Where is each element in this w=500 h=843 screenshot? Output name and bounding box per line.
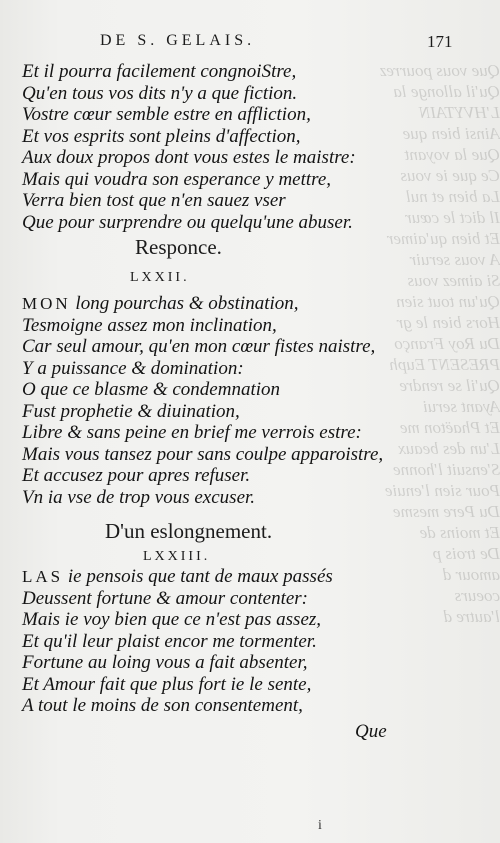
verse-line [22, 293, 352, 315]
poem-title: Responce. [135, 235, 222, 259]
poem-responce [22, 293, 384, 508]
verse-line: Que pour surprendre ou quelqu'une abuser. [22, 211, 353, 233]
verse-line: A tout le moins de son consentement, [22, 695, 303, 716]
first-line-text: ie pensois que tant de maux passés [63, 566, 333, 587]
verse-line: Fust prophetie & diuination, [22, 400, 240, 422]
verse-line: Mais qui voudra son esperance y mettre, [22, 168, 332, 190]
verse-line: Verra bien tost que n'en sauez vser [22, 190, 286, 211]
verse-line: Qu'en tous vos dits n'y a que fiction. [22, 82, 298, 104]
verse-line: Et qu'il leur plaist encor me tormenter. [22, 630, 317, 652]
poem-eslongnement [22, 566, 352, 717]
page-number: 171 [427, 32, 453, 51]
poem-number: LXXIII. [143, 549, 211, 564]
first-line-text: long pourchas & obstination, [70, 293, 299, 314]
verse-line: Vostre cœur semble estre en affliction, [22, 104, 311, 125]
verse-line: Et accusez pour apres refuser. [22, 465, 251, 486]
verse-line: Car seul amour, qu'en mon cœur fistes naistre, [22, 336, 376, 357]
bleed-through-text: Que vous pourrez Qu'il allonge la L'HVYTAIN Ainsi bien que Que la voyant Ce que ie vous La bien et nul Il dict le cœur Et bien qu'aimer A vous seruir Si aimez vous Qu'un tout sien Hors bien le gr Du Roy Franço PRESENT Euph Qu'il se rendre Ayant serui Et Phaëton me L'un des beaux S'ensuit l'honne Pour sien l'enuie Du Pere mesme Et moins de De trois p amour d coeurs l'autre d [379, 61, 500, 626]
stanza-continued [22, 61, 356, 233]
initial-word: LAS [22, 567, 64, 586]
verse-line: Tesmoigne assez mon inclination, [22, 314, 277, 336]
verse-line: Et Amour fait que plus fort ie le sente, [22, 673, 312, 695]
verse-line: Fortune au loing vous a fait absenter, [22, 652, 308, 673]
verse-line: Et vos esprits sont pleins d'affection, [22, 125, 301, 147]
poem-number: LXXII. [130, 270, 190, 285]
poem-title: D'un eslongnement. [105, 519, 273, 543]
verse-line [22, 566, 352, 588]
verse-line: Et il pourra facilement congnoiStre, [22, 61, 297, 82]
running-title: DE S. GELAIS. [100, 32, 256, 49]
catchword: Que [355, 721, 387, 742]
verse-line: Aux doux propos dont vous estes le maistre: [22, 147, 356, 168]
initial-word: MON [22, 294, 71, 313]
footer-mark: i [318, 818, 322, 833]
verse-line: Mais ie voy bien que ce n'est pas assez, [22, 609, 322, 630]
verse-line: Deussent fortune & amour contenter: [22, 587, 309, 609]
verse-line: Libre & sans peine en brief me verrois estre: [22, 422, 362, 443]
verse-line: O que ce blasme & condemnation [22, 379, 281, 400]
verse-line: Vn ia vse de trop vous excuser. [22, 486, 256, 508]
verse-line: Mais vous tansez pour sans coulpe apparoistre, [22, 443, 384, 465]
verse-line: Y a puissance & domination: [22, 357, 244, 379]
